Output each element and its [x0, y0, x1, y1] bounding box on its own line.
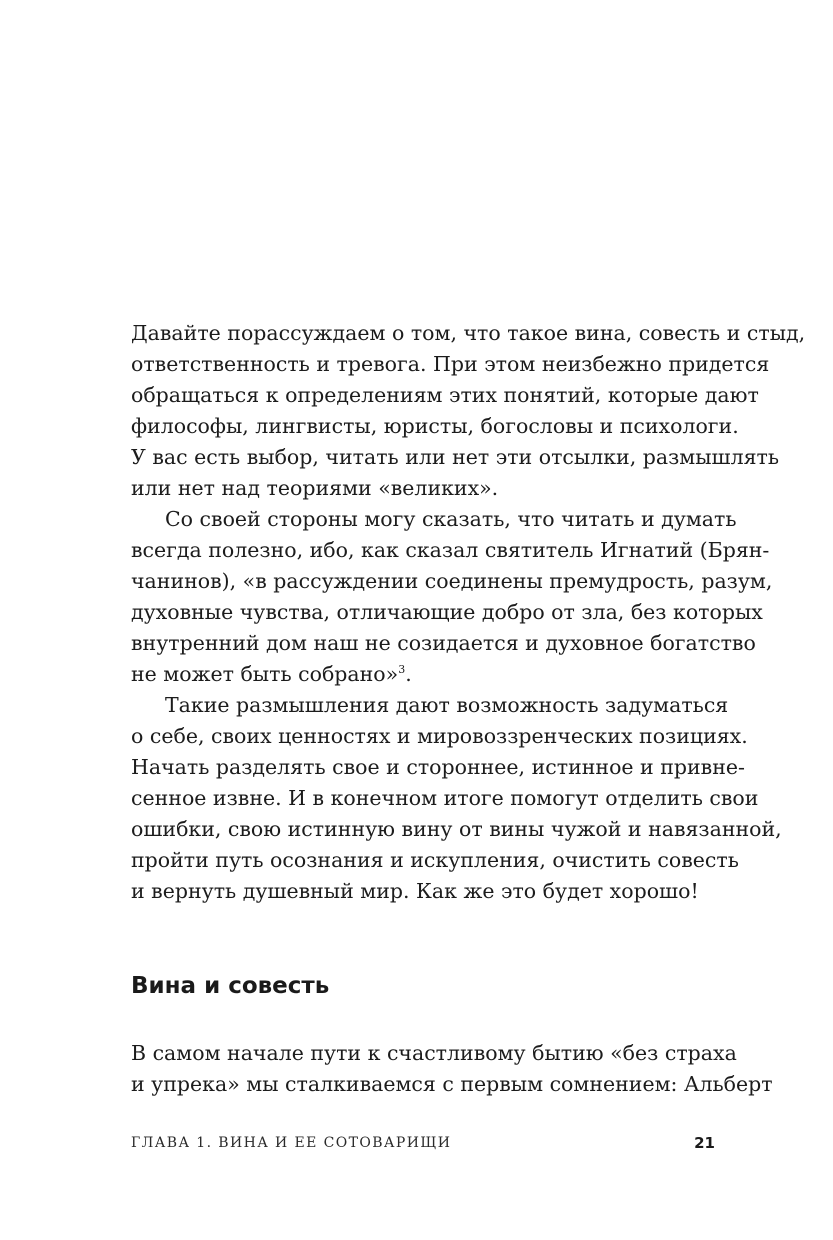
body-text: [131, 318, 806, 907]
paragraph-3: [131, 690, 782, 907]
text-line: обращаться к определениям этих понятий, которые дают: [131, 383, 759, 407]
text-line: всегда полезно, ибо, как сказал святитель Игнатий (Брян-: [131, 538, 770, 562]
text-line: Со своей стороны могу сказать, что читать и думать: [165, 507, 737, 531]
text-line: и вернуть душевный мир. Как же это будет хорошо!: [131, 879, 699, 903]
text-line: о себе, своих ценностях и мировоззренческих позициях.: [131, 724, 748, 748]
page-number: 21: [694, 1134, 715, 1152]
section-text: [131, 1038, 773, 1100]
text-line: и упрека» мы сталкиваемся с первым сомнением: Альберт: [131, 1072, 773, 1096]
paragraph-2: [131, 504, 773, 690]
text-line: Давайте порассуждаем о том, что такое вина, совесть и стыд,: [131, 321, 806, 345]
text-line-with-footnote: [131, 659, 715, 690]
page-footer: [131, 1135, 715, 1157]
sentence-end: .: [405, 662, 412, 686]
text-line: У вас есть выбор, читать или нет эти отсылки, размышлять: [131, 445, 780, 469]
text-line: внутренний дом наш не созидается и духовное богатство: [131, 631, 756, 655]
running-head: ГЛАВА 1. ВИНА И ЕЕ СОТОВАРИЩИ: [131, 1135, 452, 1151]
text-line: философы, лингвисты, юристы, богословы и психологи.: [131, 414, 739, 438]
text-line: духовные чувства, отличающие добро от зла, без которых: [131, 600, 763, 624]
text-line: чанинов), «в рассуждении соединены премудрость, разум,: [131, 569, 773, 593]
text-line: сенное извне. И в конечном итоге помогут отделить свои: [131, 786, 759, 810]
section-heading: Вина и совесть: [131, 973, 330, 999]
text-line: пройти путь осознания и искупления, очистить совесть: [131, 848, 739, 872]
text-line: ошибки, свою истинную вину от вины чужой и навязанной,: [131, 817, 782, 841]
paragraph-1: [131, 318, 806, 504]
text-line: Такие размышления дают возможность задуматься: [165, 693, 729, 717]
paragraph-4: [131, 1038, 773, 1100]
text-line: или нет над теориями «великих».: [131, 476, 499, 500]
text-line: Начать разделять свое и стороннее, истинное и привне-: [131, 755, 745, 779]
footnote-marker[interactable]: 3: [398, 663, 406, 677]
text-line: ответственность и тревога. При этом неизбежно придется: [131, 352, 770, 376]
text-line: не может быть собрано»: [131, 662, 399, 686]
text-line: В самом начале пути к счастливому бытию «без страха: [131, 1041, 737, 1065]
